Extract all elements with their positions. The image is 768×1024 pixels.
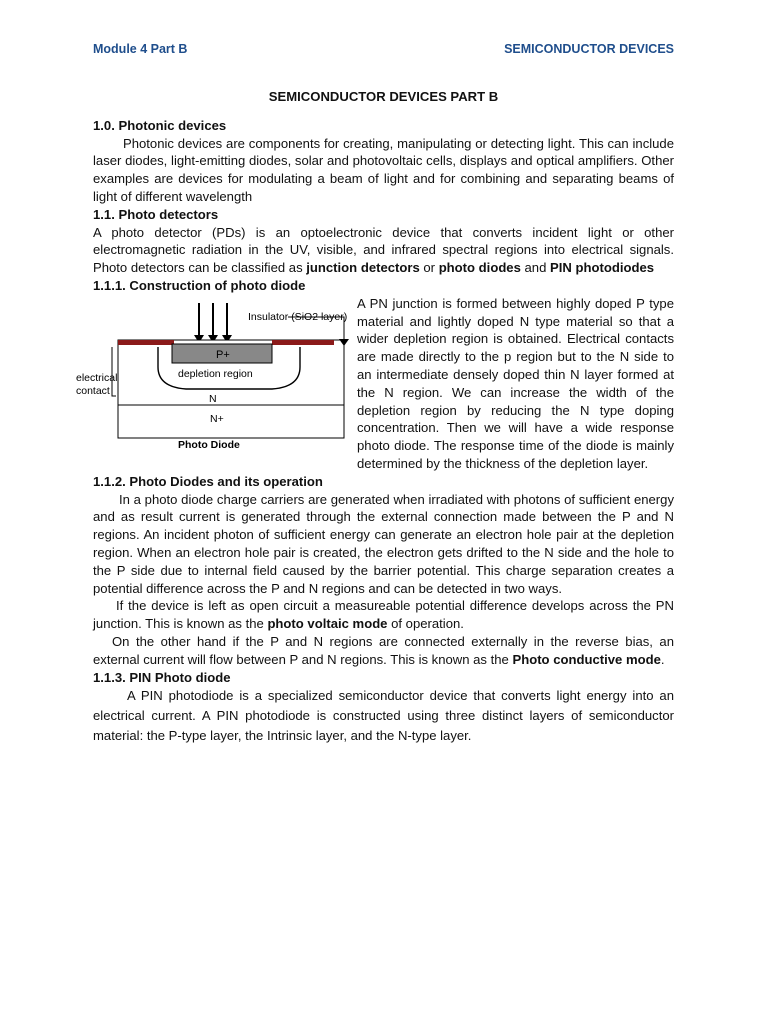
- term-photo-diodes: photo diodes: [438, 260, 521, 276]
- heading-photonic-devices: 1.0. Photonic devices: [93, 117, 227, 133]
- label-insulator: Insulator (SiO2 layer): [248, 310, 348, 323]
- para-pin-photodiode: A PIN photodiode is a specialized semiconductor device that converts light energy into an electrical current. A PIN photodiode is constructed using three distinct layers of semiconductor material: the P-type layer, the Intrinsic layer, and the N-type layer.: [93, 688, 674, 744]
- term-pin-photodiodes: PIN photodiodes: [550, 260, 655, 276]
- para-operation-2: [93, 597, 674, 633]
- header-subject: SEMICONDUCTOR DEVICES: [504, 42, 674, 56]
- term-photo-conductive-mode: Photo conductive mode: [512, 651, 661, 667]
- heading-operation: 1.1.2. Photo Diodes and its operation: [93, 473, 323, 489]
- text-run: .: [660, 651, 665, 667]
- para-operation-1: In a photo diode charge carriers are generated when irradiated with photons of sufficient energy and as result current is generated through the external connection made between the P and N regions. An incident photon of sufficient energy can generate an electron hole pair at the depletion region. When an electron hole pair is created, the electron gets drifted to the N side and the hole to the P side due to internal field caused by the barrier potential. This charge separation creates a potential difference across the P and N regions and can be detected in two ways.: [93, 491, 674, 596]
- heading-photo-detectors: 1.1. Photo detectors: [93, 206, 219, 222]
- heading-construction: 1.1.1. Construction of photo diode: [93, 277, 306, 293]
- text-run: A photo detector (PDs) is an optoelectronic device that converts incident light or other electromagnetic radiation in the UV, visible, and infrared spectral regions into electrical signals. Photo detectors can be classified as: [93, 224, 674, 276]
- photo-diode-diagram: [76, 295, 357, 467]
- figure-caption: Photo Diode: [178, 438, 240, 451]
- term-junction-detectors: junction detectors: [306, 260, 420, 276]
- page-title: SEMICONDUCTOR DEVICES PART B: [268, 89, 499, 104]
- label-depletion: depletion region: [178, 367, 253, 380]
- photo-diode-figure: [76, 295, 357, 467]
- text-run: or: [419, 260, 439, 276]
- label-n-plus: N+: [210, 412, 224, 425]
- text-run: If the device is left as open circuit a measureable potential difference develops across the PN junction. This is known as the: [93, 598, 674, 632]
- text-run: of operation.: [387, 616, 464, 632]
- text-run: On the other hand if the P and N regions are connected externally in the reverse bias, an external current will flow between P and N regions. This is known as the: [93, 633, 674, 667]
- para-photonic-devices: Photonic devices are components for creating, manipulating or detecting light. This can include laser diodes, light-emitting diodes, solar and photovoltaic cells, displays and optical amplifiers. Other examples are devices for modulating a beam of light and for combining and separating beams of light of different wavelength: [93, 135, 674, 204]
- para-operation-3: [93, 633, 674, 669]
- heading-pin-photodiode: 1.1.3. PIN Photo diode: [93, 669, 231, 685]
- label-n: N: [209, 392, 217, 405]
- electrical-contact-left: [118, 340, 174, 345]
- label-contact-2: contact: [76, 384, 110, 397]
- header-module: Module 4 Part B: [93, 42, 188, 56]
- text-run: and: [520, 260, 551, 276]
- para-construction: A PN junction is formed between highly doped P type material and lightly doped N type material so that a wider depletion region is obtained. Electrical contacts are made directly to the p region but to the N side to an intermediate densely doped thin N layer formed at the N region. We can increase the width of the depletion region by reducing the N type doping concentration. Then we will have a wide response photo diode. The response time of the diode is mainly determined by the thickness of the depletion layer.: [357, 295, 674, 471]
- document-body: [76, 88, 674, 746]
- label-contact-1: electrical: [76, 371, 118, 384]
- electrical-contact-right: [272, 340, 334, 345]
- label-p-plus: P+: [216, 348, 230, 361]
- para-photo-detectors: [93, 224, 674, 277]
- term-photo-voltaic-mode: photo voltaic mode: [267, 616, 388, 632]
